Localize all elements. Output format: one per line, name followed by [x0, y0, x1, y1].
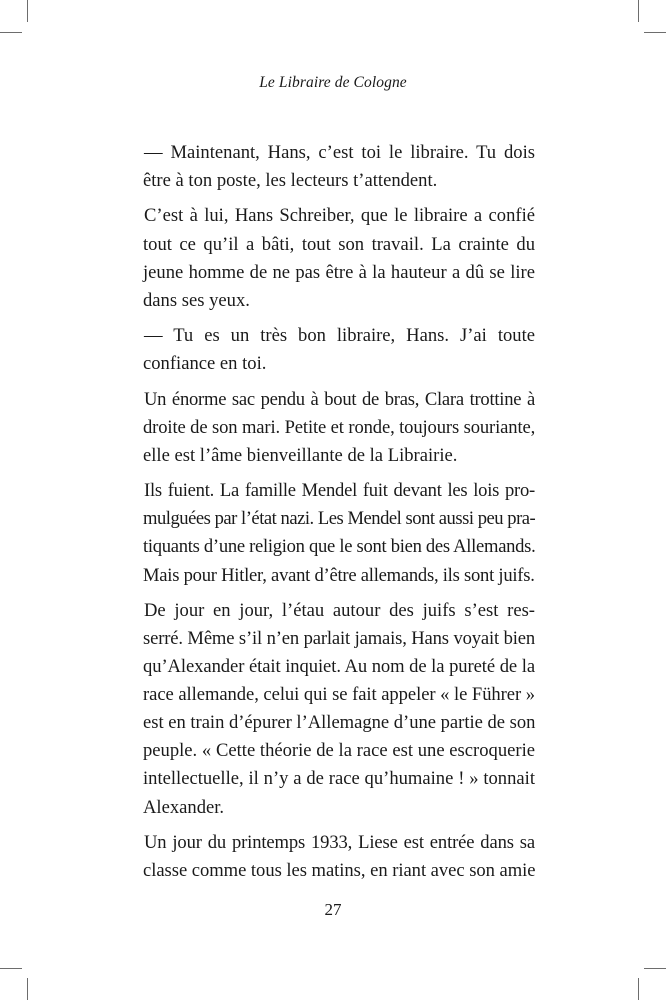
crop-mark-top-right-vertical: [638, 0, 639, 22]
text-line: race allemande, celui qui se fait appeler « le Führer »: [143, 684, 535, 706]
crop-mark-bottom-right-vertical: [638, 978, 639, 1000]
text-line: être à ton poste, les lecteurs t’attendent.: [143, 170, 438, 192]
text-line: qu’Alexander était inquiet. Au nom de la pureté de la: [143, 656, 535, 678]
text-line: est en train d’épurer l’Allemagne d’une partie de son: [143, 712, 536, 734]
text-line: dans ses yeux.: [143, 289, 250, 311]
text-line: tout ce qu’il a bâti, tout son travail. La crainte du: [143, 233, 535, 255]
text-line: jeune homme de ne pas être à la hauteur a dû se lire: [143, 261, 535, 283]
text-line: mulguées par l’état nazi. Les Mendel sont aussi peu pra-: [143, 508, 536, 530]
paragraph: [131, 597, 535, 822]
text-line: Mais pour Hitler, avant d’être allemands, ils sont juifs.: [143, 564, 535, 586]
body-text: [131, 139, 535, 892]
paragraph: [131, 477, 535, 589]
paragraph: [131, 386, 535, 470]
text-line: serré. Même s’il n’en parlait jamais, Hans voyait bien: [143, 627, 535, 649]
text-line: Un jour du printemps 1933, Liese est entrée dans sa: [144, 831, 535, 853]
page-number: 27: [324, 900, 342, 919]
paragraph: [131, 139, 535, 195]
text-line: Un énorme sac pendu à bout de bras, Clara trottine à: [144, 388, 535, 410]
text-line: peuple. « Cette théorie de la race est une escroquerie: [143, 740, 535, 762]
crop-mark-bottom-left-horizontal: [0, 968, 22, 969]
text-line: — Maintenant, Hans, c’est toi le libraire. Tu dois: [144, 142, 535, 163]
text-line: elle est l’âme bienveillante de la Librairie.: [143, 444, 458, 466]
crop-mark-top-left-vertical: [27, 0, 28, 22]
text-line: classe comme tous les matins, en riant avec son amie: [143, 860, 536, 882]
crop-mark-top-right-horizontal: [644, 32, 666, 33]
crop-mark-top-left-horizontal: [0, 32, 22, 33]
text-line: tiquants d’une religion que le sont bien des Allemands.: [143, 536, 536, 558]
text-line: Ils fuient. La famille Mendel fuit devant les lois pro-: [144, 480, 535, 502]
paragraph: [131, 829, 535, 885]
text-line: — Tu es un très bon libraire, Hans. J’ai toute: [144, 325, 535, 347]
text-line: confiance en toi.: [143, 353, 267, 375]
text-line: intellectuelle, il n’y a de race qu’humaine ! » tonnait: [143, 768, 535, 790]
text-line: C’est à lui, Hans Schreiber, que le libraire a confié: [144, 205, 535, 227]
text-line: Alexander.: [143, 796, 225, 818]
paragraph: [131, 322, 535, 378]
running-head: Le Libraire de Cologne: [259, 74, 407, 91]
crop-mark-bottom-right-horizontal: [644, 968, 666, 969]
text-line: De jour en jour, l’étau autour des juifs s’est res-: [144, 599, 535, 621]
paragraph: [131, 202, 535, 314]
crop-mark-bottom-left-vertical: [27, 978, 28, 1000]
text-line: droite de son mari. Petite et ronde, toujours souriante,: [143, 416, 536, 438]
